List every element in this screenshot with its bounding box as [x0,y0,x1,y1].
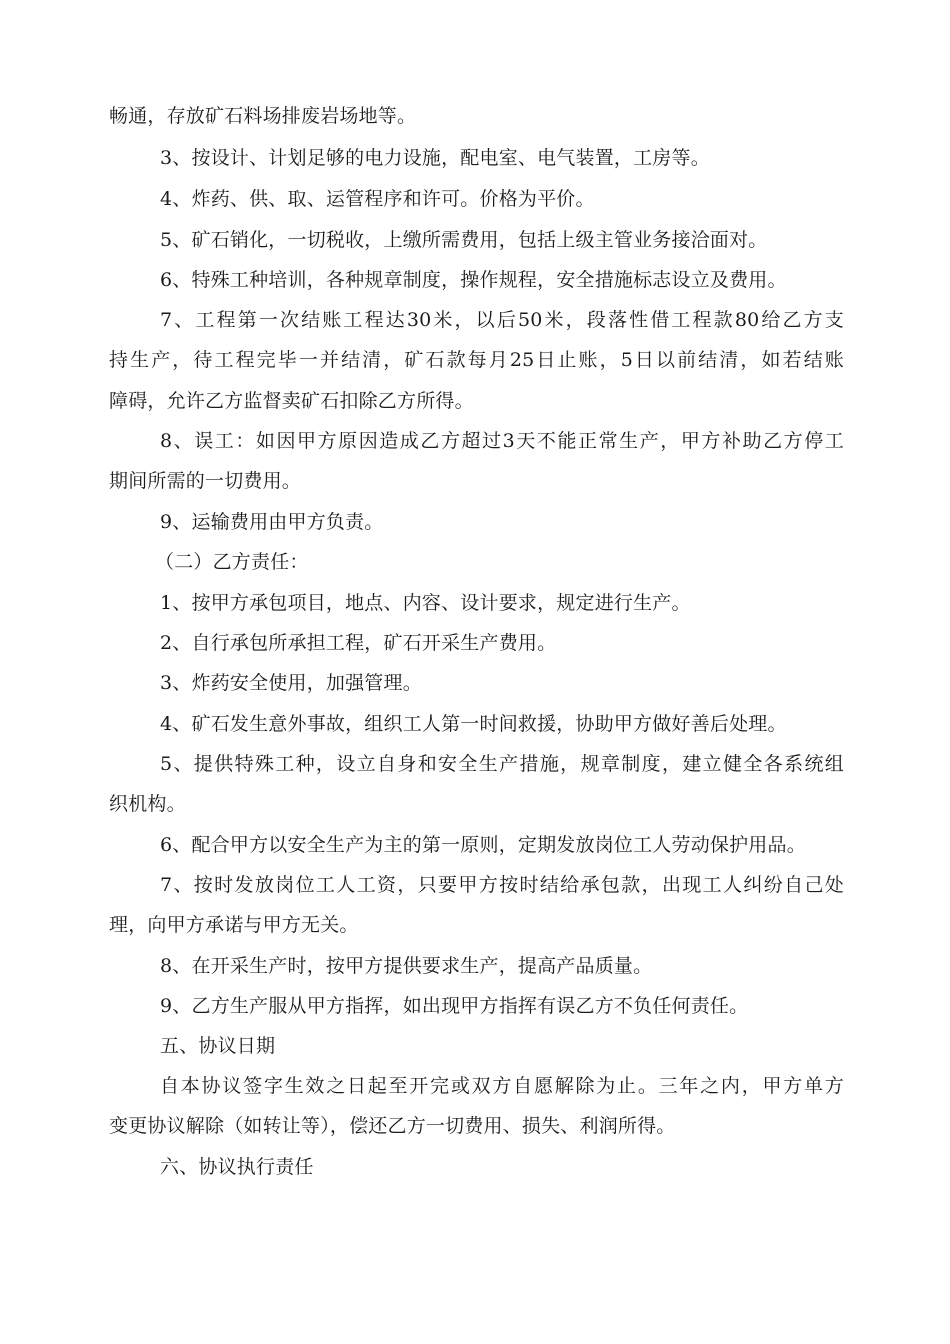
paragraph-line: 9、乙方生产服从甲方指挥，如出现甲方指挥有误乙方不负任何责任。 [160,995,749,1017]
paragraph-line: 6、配合甲方以安全生产为主的第一原则，定期发放岗位工人劳动保护用品。 [160,834,806,856]
paragraph-line: 畅通，存放矿石料场排废岩场地等。 [109,105,417,127]
paragraph-line: 7、按时发放岗位工人工资，只要甲方按时结给承包款，出现工人纠纷自己处 [160,874,844,896]
paragraph-line: 期间所需的一切费用。 [109,470,302,492]
paragraph-line: 8、在开采生产时，按甲方提供要求生产，提高产品质量。 [160,955,653,977]
paragraph-line: 5、提供特殊工种，设立自身和安全生产措施，规章制度，建立健全各系统组 [160,753,844,775]
paragraph-line: 7、工程第一次结账工程达30米，以后50米，段落性借工程款80给乙方支 [160,309,844,331]
paragraph-line: 8、误工：如因甲方原因造成乙方超过3天不能正常生产，甲方补助乙方停工 [160,430,844,452]
section-heading: 五、协议日期 [160,1035,276,1057]
paragraph-line: 5、矿石销化，一切税收，上缴所需费用，包括上级主管业务接洽面对。 [160,229,768,251]
section-heading: 六、协议执行责任 [160,1156,314,1178]
paragraph-line: 3、按设计、计划足够的电力设施，配电室、电气装置，工房等。 [160,147,710,169]
paragraph-line: 持生产，待工程完毕一并结清，矿石款每月25日止账，5日以前结清，如若结账 [109,349,844,371]
section-heading: （二）乙方责任： [155,551,309,573]
paragraph-line: 障碍，允许乙方监督卖矿石扣除乙方所得。 [109,390,474,412]
paragraph-line: 自本协议签字生效之日起至开完或双方自愿解除为止。三年之内，甲方单方 [160,1075,844,1097]
paragraph-line: 理，向甲方承诺与甲方无关。 [109,914,359,936]
paragraph-line: 4、矿石发生意外事故，组织工人第一时间救援，协助甲方做好善后处理。 [160,713,787,735]
paragraph-line: 3、炸药安全使用，加强管理。 [160,672,422,694]
paragraph-line: 织机构。 [109,793,186,815]
paragraph-line: 1、按甲方承包项目，地点、内容、设计要求，规定进行生产。 [160,592,691,614]
paragraph-line: 2、自行承包所承担工程，矿石开采生产费用。 [160,632,557,654]
paragraph-line: 9、运输费用由甲方负责。 [160,511,384,533]
paragraph-line: 变更协议解除（如转让等），偿还乙方一切费用、损失、利润所得。 [109,1115,676,1137]
paragraph-line: 4、炸药、供、取、运管程序和许可。价格为平价。 [160,188,595,210]
paragraph-line: 6、特殊工种培训，各种规章制度，操作规程，安全措施标志设立及费用。 [160,269,787,291]
